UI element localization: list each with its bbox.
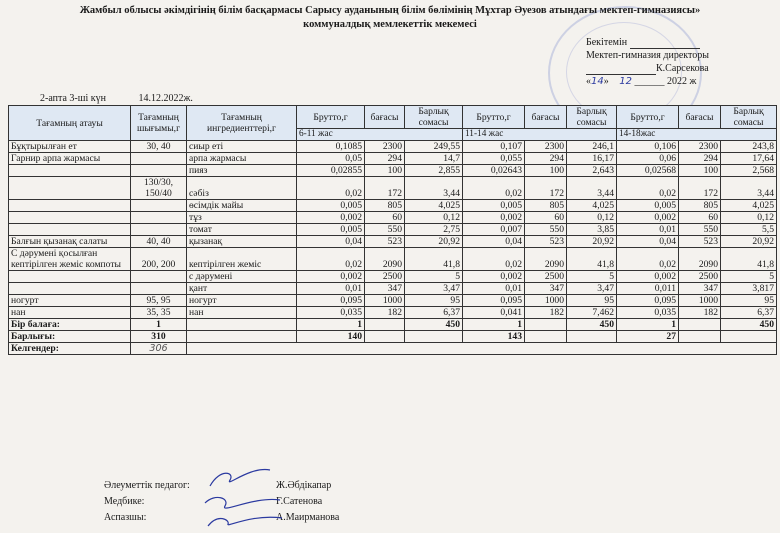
price-1: 523 <box>365 236 405 248</box>
total-2: 3,44 <box>567 177 617 200</box>
arrived-row <box>9 343 777 355</box>
col-total-2: Барлық сомасы <box>567 106 617 129</box>
approval-date-day: 14 <box>591 76 604 87</box>
dish-name <box>9 212 131 224</box>
brutto-3: 0,035 <box>617 307 679 319</box>
price-1: 182 <box>365 307 405 319</box>
brutto-3: 0,06 <box>617 153 679 165</box>
brutto-2: 0,041 <box>463 307 525 319</box>
price-2: 294 <box>525 153 567 165</box>
dish-name: С дәрумені қосылған кептірілген жеміс компоты <box>9 248 131 271</box>
total-2: 0,12 <box>567 212 617 224</box>
table-row <box>9 307 777 319</box>
menu-table <box>8 105 777 355</box>
brutto-2: 0,02 <box>463 248 525 271</box>
ingredient-name: қызанақ <box>187 236 297 248</box>
brutto-3: 0,106 <box>617 141 679 153</box>
brutto-3: 0,02568 <box>617 165 679 177</box>
total-1: 20,92 <box>405 236 463 248</box>
handwritten-signatures <box>200 458 290 533</box>
brutto-2: 0,007 <box>463 224 525 236</box>
total-yield: 310 <box>131 331 187 343</box>
age-group-3: 14-18жас <box>617 129 777 141</box>
age-group-1: 6-11 жас <box>297 129 463 141</box>
dish-yield: 130/30, 150/40 <box>131 177 187 200</box>
total-2: 20,92 <box>567 236 617 248</box>
total-count-2: 143 <box>463 331 525 343</box>
brutto-2: 0,002 <box>463 271 525 283</box>
price-1: 100 <box>365 165 405 177</box>
approval-date: «14» 12 ______ 2022 ж <box>586 76 697 87</box>
total-3: 95 <box>721 295 777 307</box>
dish-name <box>9 200 131 212</box>
col-brutto-2: Брутто,г <box>463 106 525 129</box>
per-child-yield: 1 <box>131 319 187 331</box>
table-row <box>9 177 777 200</box>
price-3: 294 <box>679 153 721 165</box>
total-2: 2,643 <box>567 165 617 177</box>
price-3: 100 <box>679 165 721 177</box>
total-2: 95 <box>567 295 617 307</box>
total-1: 3,47 <box>405 283 463 295</box>
col-brutto-1: Брутто,г <box>297 106 365 129</box>
per-child-count-1: 1 <box>297 319 365 331</box>
total-1: 4,025 <box>405 200 463 212</box>
ingredient-name: өсімдік майы <box>187 200 297 212</box>
dish-name <box>9 283 131 295</box>
price-3: 523 <box>679 236 721 248</box>
brutto-3: 0,005 <box>617 200 679 212</box>
total-2: 3,85 <box>567 224 617 236</box>
dish-yield: 40, 40 <box>131 236 187 248</box>
table-row <box>9 200 777 212</box>
signature-role: Аспазшы: <box>104 512 147 523</box>
col-brutto-3: Брутто,г <box>617 106 679 129</box>
approval-name-line <box>586 62 776 75</box>
menu-rows <box>9 141 777 319</box>
total-3: 0,12 <box>721 212 777 224</box>
price-3: 2500 <box>679 271 721 283</box>
table-row <box>9 295 777 307</box>
total-1: 3,44 <box>405 177 463 200</box>
total-count-3: 27 <box>617 331 679 343</box>
brutto-2: 0,002 <box>463 212 525 224</box>
brutto-2: 0,02643 <box>463 165 525 177</box>
dish-name: Бұқтырылған ет <box>9 141 131 153</box>
signature-role: Медбике: <box>104 496 145 507</box>
week-day: 2-апта 3-ші күн <box>40 93 106 104</box>
ingredient-name: пияз <box>187 165 297 177</box>
total-3: 3,44 <box>721 177 777 200</box>
price-1: 2300 <box>365 141 405 153</box>
price-2: 100 <box>525 165 567 177</box>
price-3: 172 <box>679 177 721 200</box>
table-row <box>9 165 777 177</box>
dish-name <box>9 165 131 177</box>
price-2: 805 <box>525 200 567 212</box>
price-1: 172 <box>365 177 405 200</box>
age-group-2: 11-14 жас <box>463 129 617 141</box>
brutto-1: 0,05 <box>297 153 365 165</box>
total-2: 16,17 <box>567 153 617 165</box>
brutto-1: 0,02855 <box>297 165 365 177</box>
total-2: 7,462 <box>567 307 617 319</box>
arrived-value: 306 <box>149 343 168 354</box>
header-line-2: коммуналдық мемлекеттік мекемесі <box>303 19 477 30</box>
table-row <box>9 236 777 248</box>
day-info <box>40 93 223 104</box>
dish-yield <box>131 212 187 224</box>
total-1: 14,7 <box>405 153 463 165</box>
header-line-1: Жамбыл облысы әкімдігінің білім басқармасы Сарысу ауданының білім бөлімінің Мұхтар Әуезов атындағы мектеп-гимназиясы» <box>79 5 701 16</box>
total-label: Барлығы: <box>9 331 131 343</box>
brutto-1: 0,005 <box>297 224 365 236</box>
brutto-2: 0,095 <box>463 295 525 307</box>
price-2: 347 <box>525 283 567 295</box>
total-2: 3,47 <box>567 283 617 295</box>
total-3: 6,37 <box>721 307 777 319</box>
table-row <box>9 248 777 271</box>
dish-yield: 95, 95 <box>131 295 187 307</box>
ingredient-name: арпа жармасы <box>187 153 297 165</box>
total-1: 95 <box>405 295 463 307</box>
total-1: 0,12 <box>405 212 463 224</box>
total-3: 4,025 <box>721 200 777 212</box>
price-2: 172 <box>525 177 567 200</box>
brutto-1: 0,095 <box>297 295 365 307</box>
brutto-1: 0,002 <box>297 212 365 224</box>
col-ingredient: Тағамның ингредиенттері,г <box>187 106 297 141</box>
total-1: 41,8 <box>405 248 463 271</box>
brutto-1: 0,01 <box>297 283 365 295</box>
per-child-sum-3: 450 <box>721 319 777 331</box>
dish-yield <box>131 165 187 177</box>
signature-role: Әлеуметтік педагог: <box>104 480 190 491</box>
brutto-2: 0,02 <box>463 177 525 200</box>
ingredient-name: қант <box>187 283 297 295</box>
brutto-3: 0,02 <box>617 248 679 271</box>
price-1: 60 <box>365 212 405 224</box>
dish-name: нан <box>9 307 131 319</box>
price-3: 60 <box>679 212 721 224</box>
brutto-3: 0,011 <box>617 283 679 295</box>
ingredient-name: сәбіз <box>187 177 297 200</box>
price-3: 2300 <box>679 141 721 153</box>
price-2: 60 <box>525 212 567 224</box>
price-2: 182 <box>525 307 567 319</box>
price-3: 182 <box>679 307 721 319</box>
brutto-2: 0,04 <box>463 236 525 248</box>
per-child-label: Бір балаға: <box>9 319 131 331</box>
per-child-count-3: 1 <box>617 319 679 331</box>
price-2: 550 <box>525 224 567 236</box>
table-row <box>9 224 777 236</box>
price-1: 1000 <box>365 295 405 307</box>
total-1: 5 <box>405 271 463 283</box>
table-header-row <box>9 106 777 129</box>
price-3: 550 <box>679 224 721 236</box>
col-dish: Тағамның атауы <box>9 106 131 141</box>
price-1: 294 <box>365 153 405 165</box>
ingredient-name: кептірілген жеміс <box>187 248 297 271</box>
table-row <box>9 212 777 224</box>
total-1: 2,75 <box>405 224 463 236</box>
brutto-1: 0,005 <box>297 200 365 212</box>
dish-yield: 30, 40 <box>131 141 187 153</box>
price-2: 2500 <box>525 271 567 283</box>
arrived-label: Келгендер: <box>9 343 131 355</box>
total-2: 5 <box>567 271 617 283</box>
price-3: 1000 <box>679 295 721 307</box>
dish-yield: 35, 35 <box>131 307 187 319</box>
col-total-1: Барлық сомасы <box>405 106 463 129</box>
price-1: 2500 <box>365 271 405 283</box>
brutto-1: 0,002 <box>297 271 365 283</box>
per-child-count-2: 1 <box>463 319 525 331</box>
ingredient-name: ногурт <box>187 295 297 307</box>
col-price-3: бағасы <box>679 106 721 129</box>
price-2: 1000 <box>525 295 567 307</box>
brutto-3: 0,002 <box>617 271 679 283</box>
price-3: 347 <box>679 283 721 295</box>
col-price-2: бағасы <box>525 106 567 129</box>
per-child-row <box>9 319 777 331</box>
dish-yield <box>131 283 187 295</box>
price-2: 523 <box>525 236 567 248</box>
menu-date: 14.12.2022ж. <box>138 93 193 104</box>
approval-date-year: 2022 ж <box>666 76 697 87</box>
price-1: 550 <box>365 224 405 236</box>
total-row <box>9 331 777 343</box>
brutto-2: 0,107 <box>463 141 525 153</box>
price-2: 2090 <box>525 248 567 271</box>
brutto-3: 0,01 <box>617 224 679 236</box>
brutto-3: 0,02 <box>617 177 679 200</box>
table-row <box>9 153 777 165</box>
col-yield: Тағамның шығымы,г <box>131 106 187 141</box>
col-price-1: бағасы <box>365 106 405 129</box>
approval-position: Мектеп-гимназия директоры <box>586 50 709 61</box>
brutto-1: 0,02 <box>297 177 365 200</box>
table-row <box>9 283 777 295</box>
ingredient-name: с дәрумені <box>187 271 297 283</box>
total-2: 41,8 <box>567 248 617 271</box>
table-row <box>9 271 777 283</box>
dish-yield <box>131 271 187 283</box>
total-3: 5,5 <box>721 224 777 236</box>
ingredient-name: нан <box>187 307 297 319</box>
approval-block <box>586 36 776 88</box>
brutto-3: 0,002 <box>617 212 679 224</box>
dish-yield <box>131 153 187 165</box>
total-3: 2,568 <box>721 165 777 177</box>
total-1: 6,37 <box>405 307 463 319</box>
price-1: 805 <box>365 200 405 212</box>
ingredient-name: тұз <box>187 212 297 224</box>
total-2: 4,025 <box>567 200 617 212</box>
brutto-1: 0,1085 <box>297 141 365 153</box>
dish-yield <box>131 224 187 236</box>
total-3: 17,64 <box>721 153 777 165</box>
price-1: 2090 <box>365 248 405 271</box>
dish-name <box>9 224 131 236</box>
dish-yield <box>131 200 187 212</box>
ingredient-name: сиыр еті <box>187 141 297 153</box>
signature-name: Г.Сатенова <box>276 496 323 507</box>
price-3: 2090 <box>679 248 721 271</box>
total-2: 246,1 <box>567 141 617 153</box>
dish-name <box>9 177 131 200</box>
price-1: 347 <box>365 283 405 295</box>
total-3: 3,817 <box>721 283 777 295</box>
table-row <box>9 141 777 153</box>
total-3: 20,92 <box>721 236 777 248</box>
dish-name <box>9 271 131 283</box>
dish-name: ногурт <box>9 295 131 307</box>
price-2: 2300 <box>525 141 567 153</box>
signature-name: А.Маирманова <box>276 512 340 523</box>
signature-name: Ж.Әбдікапар <box>276 480 332 491</box>
dish-name: Балғын қызанақ салаты <box>9 236 131 248</box>
document-header <box>10 4 770 32</box>
total-count-1: 140 <box>297 331 365 343</box>
director-name: К.Сарсекова <box>656 63 709 74</box>
brutto-2: 0,005 <box>463 200 525 212</box>
per-child-sum-1: 450 <box>405 319 463 331</box>
total-3: 41,8 <box>721 248 777 271</box>
brutto-2: 0,055 <box>463 153 525 165</box>
brutto-1: 0,04 <box>297 236 365 248</box>
total-1: 249,55 <box>405 141 463 153</box>
ingredient-name: томат <box>187 224 297 236</box>
col-total-3: Барлық сомасы <box>721 106 777 129</box>
approval-title: Бекітемін <box>586 36 776 49</box>
total-1: 2,855 <box>405 165 463 177</box>
price-3: 805 <box>679 200 721 212</box>
per-child-sum-2: 450 <box>567 319 617 331</box>
brutto-3: 0,095 <box>617 295 679 307</box>
dish-yield: 200, 200 <box>131 248 187 271</box>
total-3: 243,8 <box>721 141 777 153</box>
brutto-1: 0,035 <box>297 307 365 319</box>
total-3: 5 <box>721 271 777 283</box>
brutto-1: 0,02 <box>297 248 365 271</box>
brutto-2: 0,01 <box>463 283 525 295</box>
approval-date-month: 12 <box>619 76 632 87</box>
brutto-3: 0,04 <box>617 236 679 248</box>
dish-name: Гарнир арпа жармасы <box>9 153 131 165</box>
